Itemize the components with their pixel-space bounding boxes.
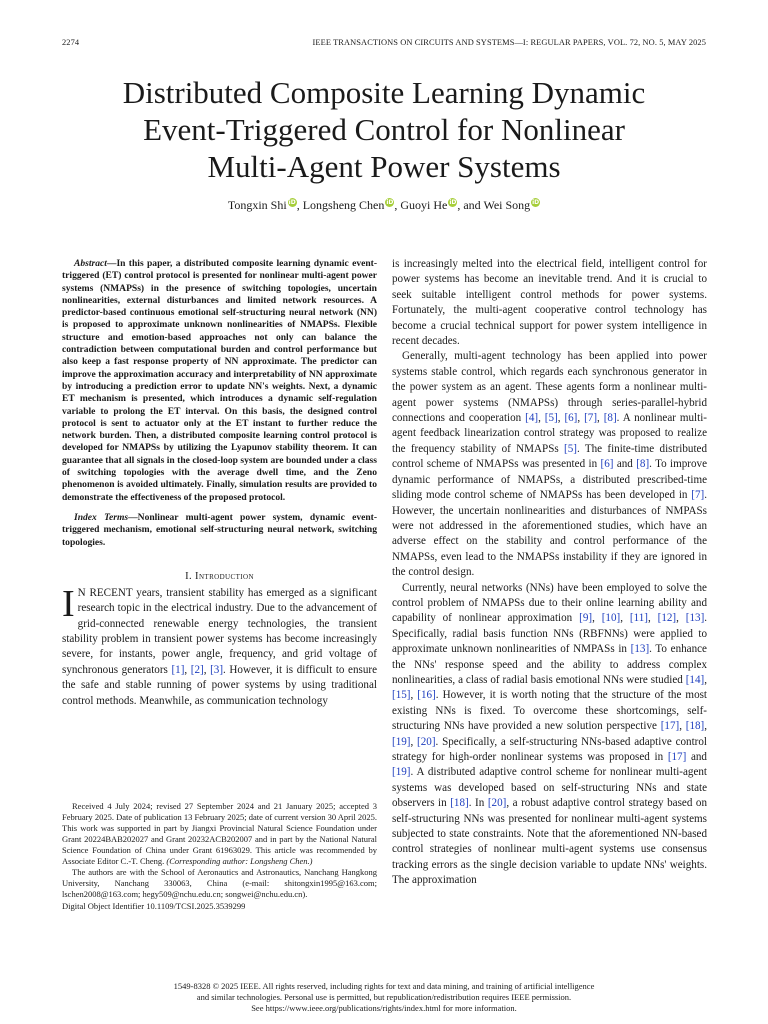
citation-link[interactable]: [7] (584, 412, 598, 425)
citation-link[interactable]: [6] (600, 458, 614, 471)
citation-link[interactable]: [4] (525, 412, 539, 425)
paper-title (60, 74, 708, 185)
citation-link[interactable]: [6] (564, 412, 578, 425)
citation-link[interactable]: [9] (579, 612, 593, 625)
body-text: . Specifically, radial basis function NNs (RBFNNs) were applied to approximate unknown nonlinearities of NMPASs in (392, 612, 708, 656)
citation-link[interactable]: [15] (392, 689, 411, 702)
body-text: . In (468, 797, 488, 810)
body-text: , (647, 612, 658, 625)
doi-line: Digital Object Identifier 10.1109/TCSI.2025.3539299 (62, 901, 246, 911)
body-text: , (577, 412, 585, 425)
body-text: . However, it is difficult to ensure the safe and stable running of power systems by using traditional control methods. Meanwhile, as communication technology (62, 663, 378, 707)
citation-link[interactable]: [10] (601, 612, 621, 625)
abstract (62, 258, 377, 504)
abstract-label: Abstract (74, 258, 107, 269)
body-text: . To enhance the NNs' response speed and the ability to address complex nonlinearities, a class of radial basis emotional NNs were studied (392, 643, 707, 686)
body-paragraph (392, 581, 707, 889)
index-terms-text: Nonlinear multi-agent power system, dynamic event-triggered mechanism, emotional self-structuring neural network, switching topologies. (62, 511, 377, 548)
citation-link[interactable]: [1] (171, 663, 185, 676)
citation-link[interactable]: [16] (417, 689, 436, 702)
citation-link[interactable]: [3] (210, 663, 224, 676)
citation-link[interactable]: [20] (417, 735, 436, 748)
index-terms (62, 512, 377, 549)
title-line-2: Event-Triggered Control for Nonlinear (143, 112, 625, 147)
orcid-icon[interactable]: iD (386, 199, 394, 206)
copyright-line-1: 1549-8328 © 2025 IEEE. All rights reserved, including rights for text and data mining, and training of artificial intelligence (173, 981, 595, 991)
body-text: . However, the uncertain nonlinearities and disturbances of NMPASs were not addressed in the aforementioned studies, which have an adverse effect on the stability and control performance of the NMAPSs, even lead to the NMAPSs instability if they are ignored in the control design. (392, 489, 707, 579)
copyright-notice (62, 981, 706, 1014)
body-text: . A nonlinear multi-agent feedback linearization control strategy was proposed to realize the frequency stability of NMAPSs (392, 412, 708, 455)
footnote-text: Received 4 July 2024; revised 27 September 2024 and 21 January 2025; accepted 3 February 2025. Date of publication 13 February 2025; date of current version 30 April 2025. This work was supported in part by Jiangxi Provincial Natural Science Foundation under Grant 20224BAB202027 and Grant 20232ACB202007 and in part by the National Natural Science Foundation of China under Grant 61963029. This article was recommended by Associate Editor C.-T. Cheng. (62, 801, 377, 866)
body-paragraph: is increasingly melted into the electrical field, intelligent control for power systems has become an inevitable trend. And it is crucial to seek suitable intelligent control methods for power systems. Fortunately, the multi-agent cooperative control technology has become a crucial technical support for power system intelligence in recent decades. (392, 258, 707, 348)
page-number: 2274 (62, 38, 80, 47)
body-text: , (184, 663, 191, 676)
body-text: , (410, 689, 418, 702)
title-line-3: Multi-Agent Power Systems (207, 149, 561, 184)
citation-link[interactable]: [2] (190, 663, 204, 676)
author-3: Guoyi He (400, 198, 448, 212)
running-header (62, 38, 706, 52)
body-text: and (686, 751, 707, 763)
copyright-line-3: See https://www.ieee.org/publications/rights/index.html for more information. (251, 1003, 517, 1013)
body-text: , (597, 412, 604, 425)
author-separator: , (394, 198, 401, 212)
author-2: Longsheng Chen (302, 198, 385, 212)
body-text: Currently, neural networks (NNs) have been employed to solve the control problem of NMAPSs due to their online learning ability and capability of nonlinear approximation (392, 581, 707, 625)
body-text: , (704, 720, 708, 733)
body-text: , (538, 412, 545, 425)
author-separator: , and (457, 198, 484, 212)
author-separator: , (296, 198, 303, 212)
body-text: , (203, 663, 211, 676)
body-text: , (704, 673, 707, 686)
author-list (60, 197, 708, 213)
citation-link[interactable]: [17] (667, 751, 687, 763)
footnote-affiliation: The authors are with the School of Aeronautics and Astronautics, Nanchang Hangkong University, Nanchang 330063, China (e-mail: shitongxin1995@163.com; lschen2008@163.com; hegy509@nchu.edu.cn; songwei@nchu.edu.cn). (62, 867, 377, 899)
left-column (62, 258, 377, 709)
citation-link[interactable]: [20] (487, 797, 507, 810)
copyright-line-2: and similar technologies. Personal use is permitted, but republication/redistribution requires IEEE permission. (196, 992, 572, 1002)
section-heading-introduction (62, 571, 377, 582)
journal-name: IEEE TRANSACTIONS ON CIRCUITS AND SYSTEMS—I: REGULAR PAPERS, VOL. 72, NO. 5, MAY 2025 (312, 38, 706, 47)
citation-link[interactable]: [19] (392, 766, 411, 779)
citation-link[interactable]: [11] (629, 612, 648, 625)
index-terms-dash: — (128, 511, 138, 523)
body-text: Generally, multi-agent technology has been applied into power systems stable control, which regards each synchronous generator in the power system as an agent. These agents form a nonlinear multi-agent power systems (NMAPSs) through series-parallel-hybrid connections and cooperation (392, 350, 707, 425)
intro-paragraph (62, 582, 378, 709)
body-text: , (676, 612, 686, 625)
body-text: N RECENT years, transient stability has emerged as a significant research topic in the electrical industry. Due to the advancement of grid-connected renewable energy technologies, the transient stability problem in transient power systems has become increasingly severe, for instants, power angle, frequency, and grid voltage of synchronous generators (62, 586, 377, 676)
citation-link[interactable]: [13] (685, 612, 705, 625)
body-text: , (410, 735, 418, 748)
body-text: , a robust adaptive control strategy based on self-structuring NNs was presented for nonlinear multi-agent systems subjected to state constraints. Note that the aforementioned NN-based control strategies of nonlinear multi-agent systems use consensus tracking errors as the single decision variable to update NNs' weights. The approximation (392, 797, 707, 887)
citation-link[interactable]: [8] (636, 458, 650, 471)
body-paragraph (392, 349, 707, 580)
orcid-icon[interactable]: iD (532, 199, 540, 206)
citation-link[interactable]: [5] (544, 412, 558, 425)
body-text: , (592, 612, 602, 625)
body-text: . A distributed adaptive control scheme for nonlinear multi-agent systems was developed based on self-structuring NNs and state observers in (392, 766, 707, 810)
body-text: . To improve dynamic performance of NMAPSs, a distributed prescribed-time sliding mode control scheme of NMAPSs has been developed in (392, 458, 707, 502)
body-text: and (613, 458, 637, 471)
citation-link[interactable]: [5] (564, 442, 577, 455)
abstract-text: In this paper, a distributed composite learning dynamic event-triggered (ET) control protocol is presented for nonlinear multi-agent power systems (NMAPSs) in the presence of switching topologies, uncertain nonlinearities, external disturbances and limited network resources. A predictor-based continuous emotional self-structuring neural network (NN) is proposed to approximate unknown nonlinearities of NMAPSs. Flexible structure and emotion-based approaches not only can balance the contradiction between computational burden and control performance but also keep a fast response property of NN approximate. The predictor can improve the approximation accuracy and interpretability of NN approximate by introducing a prediction error to update NN's weights. Next, a dynamic ET mechanism is presented, which introduces a dynamic self-regulation variable to prolong the ET interval. On this basis, the designed control protocol is sent to actuator only at the ET instant to further reduce the network burden. Then, a distributed composite learning control protocol is developed for NMAPSs by utilizing the Lyapunov stability theorem. It can guarantee that all signals in the closed-loop system are bounded under a class of switching topologies with the average dwell time, and the Zeno phenomenon is avoided ultimately. Finally, simulation results are provided to demonstrate the effectiveness of the proposed protocol. (62, 258, 377, 503)
section-title: Introduction (195, 570, 254, 582)
citation-link[interactable]: [7] (691, 489, 705, 502)
citation-link[interactable]: [13] (630, 643, 650, 656)
orcid-icon[interactable]: iD (449, 199, 457, 206)
author-1: Tongxin Shi (227, 198, 287, 212)
right-column (392, 257, 707, 889)
citation-link[interactable]: [18] (685, 720, 705, 733)
citation-link[interactable]: [12] (657, 612, 677, 625)
title-line-1: Distributed Composite Learning Dynamic (122, 75, 646, 110)
section-numeral: I. (185, 570, 196, 582)
body-text: . The finite-time distributed control scheme of NMAPSs was presented in (392, 442, 707, 471)
citation-link[interactable]: [19] (392, 735, 411, 748)
abstract-dash: — (106, 258, 117, 269)
citation-link[interactable]: [17] (660, 720, 680, 733)
citation-link[interactable]: [8] (603, 412, 617, 425)
index-terms-label: Index Terms (74, 511, 129, 523)
orcid-icon[interactable]: iD (288, 199, 296, 206)
body-text: , (557, 412, 565, 425)
body-text: . Specifically, a self-structuring NNs-based adaptive control strategy for high-order nonlinear systems was proposed in (392, 735, 708, 763)
corresponding-author-note: (Corresponding author: Longsheng Chen.) (166, 856, 313, 866)
citation-link[interactable]: [14] (685, 673, 705, 686)
footnote-received (62, 801, 377, 867)
first-page-footnote (62, 801, 377, 912)
body-text: , (679, 720, 686, 733)
citation-link[interactable]: [18] (450, 797, 469, 810)
drop-cap: I (62, 582, 75, 625)
author-4: Wei Song (483, 198, 531, 212)
body-text: . However, it is worth noting that the structure of the most existing NNs is fixed. To overcome these shortcomings, self-structuring NNs have provided a new solution perspective (392, 689, 708, 733)
body-text: , (620, 612, 630, 625)
